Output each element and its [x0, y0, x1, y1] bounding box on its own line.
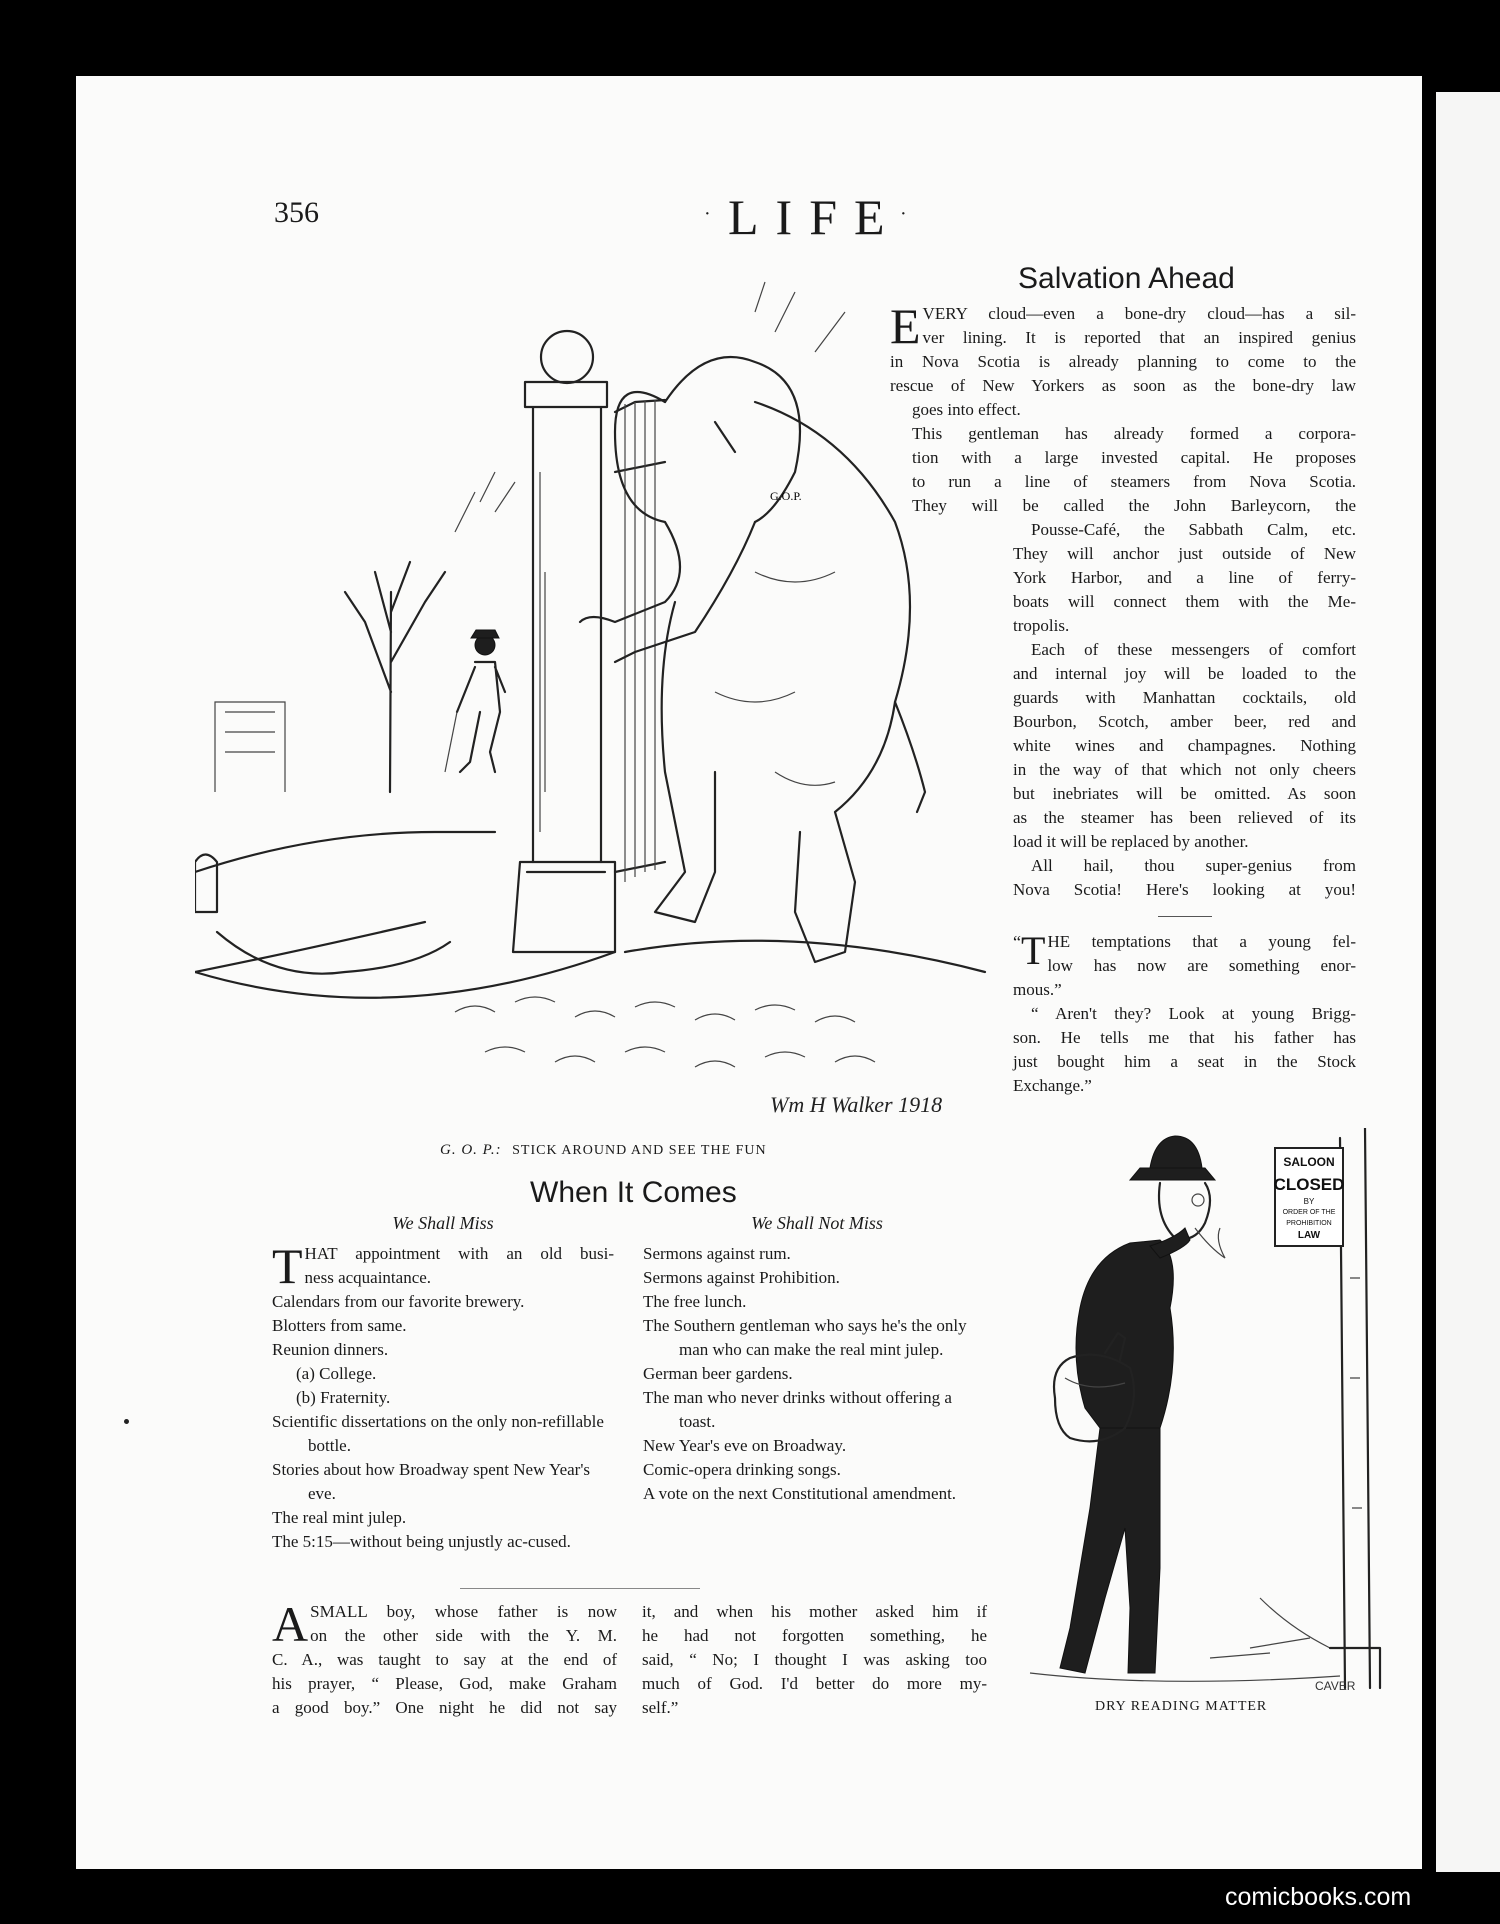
we-shall-not-miss-list — [643, 1242, 991, 1506]
sign-closed: CLOSED — [1273, 1175, 1345, 1194]
text-line: said, “ No; I thought I was asking too — [642, 1650, 987, 1669]
text-line: Each of these messengers of comfort — [1031, 640, 1356, 659]
text-line: boats will connect them with the Me- — [1013, 592, 1356, 611]
list-item: (b) Fraternity. — [296, 1388, 391, 1407]
text-line: They will anchor just outside of New — [1013, 544, 1356, 563]
saloon-cartoon-illustration — [1010, 1128, 1390, 1706]
right-column-head: We Shall Not Miss — [751, 1213, 883, 1233]
text-line: son. He tells me that his father has — [1013, 1028, 1356, 1047]
text-line: This gentleman has already formed a corpora- — [912, 424, 1356, 443]
text-line: low has now are something enor- — [1047, 956, 1356, 975]
elephant — [580, 357, 925, 962]
saloon-wall — [1340, 1128, 1370, 1688]
old-man — [1060, 1136, 1225, 1673]
list-item: Comic-opera drinking songs. — [643, 1460, 841, 1479]
sign-by: BY — [1303, 1197, 1315, 1206]
text-line: load it will be replaced by another. — [1013, 832, 1249, 851]
text-line: on the other side with the Y. M. — [310, 1626, 617, 1645]
temptations-joke — [1013, 930, 1356, 1098]
iron-fence — [615, 400, 665, 882]
gop-badge: G.O.P. — [770, 489, 802, 503]
sign-prohibition: PROHIBITION — [1286, 1220, 1332, 1227]
we-shall-miss-list — [272, 1238, 614, 1554]
small-boy-right-column — [642, 1600, 987, 1720]
list-item: Calendars from our favorite brewery. — [272, 1292, 525, 1311]
small-boy-left-column — [272, 1596, 617, 1720]
text-line: goes into effect. — [912, 400, 1021, 419]
list-item: A vote on the next Constitutional amendment. — [643, 1484, 957, 1503]
masthead-dot-right: · — [900, 203, 907, 225]
cartoon2-signature: CAVER — [1315, 1679, 1356, 1693]
text-line: in Nova Scotia is already planning to come to the — [890, 352, 1356, 371]
text-line: Pousse-Café, the Sabbath Calm, etc. — [1031, 520, 1356, 539]
watermark-text: comicbooks.com — [1225, 1883, 1412, 1911]
text-line: and internal joy will be loaded to the — [1013, 664, 1356, 683]
text-line: All hail, thou super-genius from — [1031, 856, 1356, 875]
list-item: (a) College. — [296, 1364, 377, 1383]
text-line: tion with a large invested capital. He proposes — [912, 448, 1356, 467]
text-line: rescue of New Yorkers as soon as the bone-dry law — [890, 376, 1356, 395]
text-line: York Harbor, and a line of ferry- — [1013, 568, 1356, 587]
text-line: Exchange.” — [1013, 1076, 1092, 1095]
text-line: HAT appointment with an old busi- — [304, 1244, 614, 1263]
text-line: tropolis. — [1013, 616, 1070, 635]
sign-order: ORDER OF THE — [1282, 1209, 1336, 1216]
text-line: just bought him a seat in the Stock — [1013, 1052, 1356, 1071]
caption-text: STICK AROUND AND SEE THE FUN — [512, 1143, 767, 1158]
list-item: The Southern gentleman who says he's the only man who can make the real mint julep. — [643, 1316, 967, 1359]
text-line: he had not forgotten something, he — [642, 1626, 987, 1645]
when-drop-cap: T — [272, 1238, 303, 1294]
text-line: ver lining. It is reported that an inspired genius — [922, 328, 1356, 347]
text-line: Bourbon, Scotch, amber beer, red and — [1013, 712, 1356, 731]
text-line: Nova Scotia! Here's looking at you! — [1013, 880, 1356, 899]
masthead: LIFE — [728, 189, 902, 245]
list-item: Stories about how Broadway spent New Year's eve. — [272, 1460, 590, 1503]
text-line: guards with Manhattan cocktails, old — [1013, 688, 1356, 707]
cartoon1-caption — [440, 1142, 767, 1159]
walking-man — [445, 630, 505, 772]
cartoon2-caption: DRY READING MATTER — [1095, 1699, 1268, 1714]
page-number: 356 — [274, 196, 319, 229]
list-item: The 5:15—without being unjustly ac-cused. — [272, 1532, 571, 1551]
cobblestones — [195, 941, 985, 1067]
list-item: The real mint julep. — [272, 1508, 407, 1527]
text-line: in the way of that which not only cheers — [1013, 760, 1356, 779]
list-item: Reunion dinners. — [272, 1340, 389, 1359]
text-line: ness acquaintance. — [304, 1268, 432, 1287]
list-item: Blotters from same. — [272, 1316, 407, 1335]
elephant-cartoon-illustration — [195, 272, 990, 1117]
saloon-sign — [1274, 1148, 1345, 1246]
text-line: white wines and champagnes. Nothing — [1013, 736, 1356, 755]
salvation-drop-cap: E — [890, 298, 921, 354]
list-item: German beer gardens. — [643, 1364, 793, 1383]
text-line: a good boy.” One night he did not say — [272, 1698, 617, 1717]
background-buildings — [215, 702, 285, 792]
text-line: his prayer, “ Please, God, make Graham — [272, 1674, 617, 1693]
stone-gatepost — [513, 331, 615, 952]
left-column-head: We Shall Miss — [392, 1213, 494, 1233]
next-page-edge — [1436, 92, 1500, 1872]
salvation-article-narrow — [1013, 518, 1356, 902]
list-item: Scientific dissertations on the only non-refillable bottle. — [272, 1412, 604, 1455]
small-boy-drop-cap: A — [272, 1596, 309, 1652]
masthead-dot-left: · — [704, 203, 711, 225]
cartoon1-signature: Wm H Walker 1918 — [770, 1092, 943, 1117]
temptations-drop-cap: T — [1021, 928, 1046, 973]
section-divider — [1158, 916, 1212, 917]
text-line: it, and when his mother asked him if — [642, 1602, 987, 1621]
tree-left — [345, 562, 445, 792]
text-line: VERY cloud—even a bone-dry cloud—has a sil- — [922, 304, 1356, 323]
list-item: The free lunch. — [643, 1292, 747, 1311]
list-item: New Year's eve on Broadway. — [643, 1436, 847, 1455]
text-line: self.” — [642, 1698, 679, 1717]
fire-hydrant — [195, 855, 450, 974]
text-line: to run a line of steamers from Nova Scotia. — [912, 472, 1356, 491]
list-item: Sermons against rum. — [643, 1244, 791, 1263]
open-quote: “ — [1013, 932, 1021, 952]
text-line: They will be called the John Barleycorn, the — [912, 496, 1356, 515]
text-line: much of God. I'd better do more my- — [642, 1674, 987, 1693]
text-line: “ Aren't they? Look at young Brigg- — [1031, 1004, 1356, 1023]
text-line: C. A., was taught to say at the end of — [272, 1650, 617, 1669]
text-line: mous.” — [1013, 980, 1062, 999]
text-line: SMALL boy, whose father is now — [310, 1602, 617, 1621]
sign-law: LAW — [1297, 1230, 1321, 1241]
section-divider — [460, 1588, 700, 1589]
scan-speck — [124, 1419, 129, 1424]
caption-speaker: G. O. P.: — [440, 1142, 502, 1158]
text-line: but inebriates will be omitted. As soon — [1013, 784, 1356, 803]
list-item: Sermons against Prohibition. — [643, 1268, 840, 1287]
salvation-title: Salvation Ahead — [1018, 262, 1235, 295]
when-title: When It Comes — [530, 1176, 737, 1209]
sign-saloon: SALOON — [1283, 1155, 1335, 1169]
list-item: The man who never drinks without offering a toast. — [643, 1388, 952, 1431]
sidewalk — [195, 832, 495, 972]
salvation-article — [890, 298, 1356, 518]
text-line: as the steamer has been relieved of its — [1013, 808, 1356, 827]
text-line: HE temptations that a young fel- — [1047, 932, 1356, 951]
